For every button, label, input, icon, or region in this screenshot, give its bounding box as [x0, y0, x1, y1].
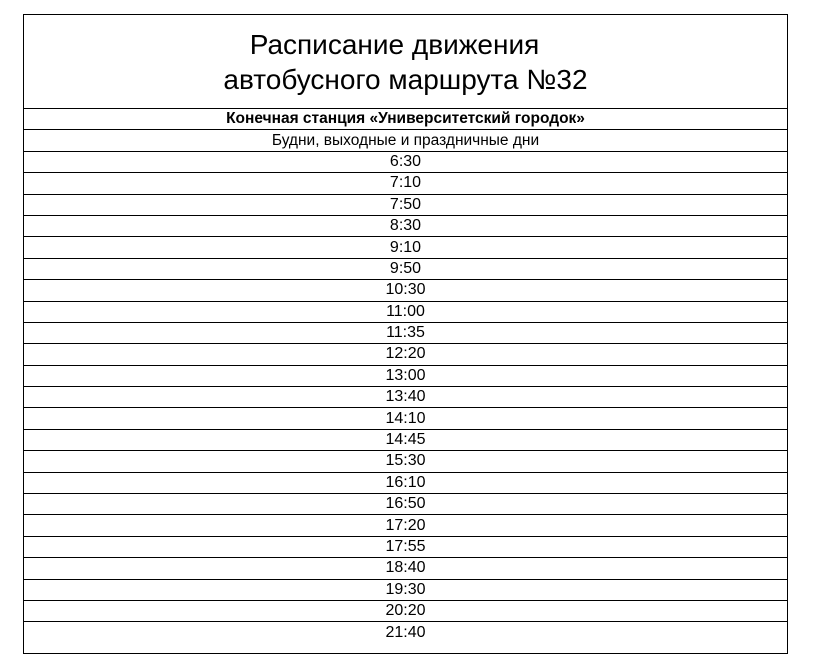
timetable-title-block	[24, 15, 787, 109]
departure-time-row: 17:20	[24, 515, 787, 536]
departure-time-row: 14:45	[24, 430, 787, 451]
departure-time-row: 15:30	[24, 451, 787, 472]
timetable-title-line-2: автобусного маршрута №32	[223, 63, 588, 95]
departure-time-row: 9:50	[24, 259, 787, 280]
departure-time-row: 21:40	[385, 624, 426, 642]
departure-time-row: 20:20	[24, 601, 787, 622]
departure-time-row: 18:40	[24, 558, 787, 579]
departure-time-row: 19:30	[24, 580, 787, 601]
departure-time-row: 7:50	[24, 195, 787, 216]
departure-times-list	[24, 152, 787, 644]
timetable-sheet	[23, 14, 788, 654]
terminal-station-row: Конечная станция «Университетский городок»	[24, 109, 787, 130]
departure-time-row: 16:50	[24, 494, 787, 515]
departure-time-row: 13:40	[24, 387, 787, 408]
departure-time-row: 16:10	[24, 473, 787, 494]
departure-time-row: 17:55	[24, 537, 787, 558]
departure-time-row: 12:20	[24, 344, 787, 365]
departure-time-row: 11:35	[24, 323, 787, 344]
departure-time-row: 7:10	[24, 173, 787, 194]
departure-time-row: 10:30	[24, 280, 787, 301]
departure-time-row: 11:00	[24, 302, 787, 323]
timetable-title-line-1: Расписание движения	[249, 28, 540, 60]
service-days-row: Будни, выходные и праздничные дни	[24, 130, 787, 151]
departure-time-row: 9:10	[24, 237, 787, 258]
departure-time-row: 6:30	[24, 152, 787, 173]
departure-time-row: 14:10	[24, 408, 787, 429]
departure-time-row: 8:30	[24, 216, 787, 237]
departure-time-row: 13:00	[24, 366, 787, 387]
